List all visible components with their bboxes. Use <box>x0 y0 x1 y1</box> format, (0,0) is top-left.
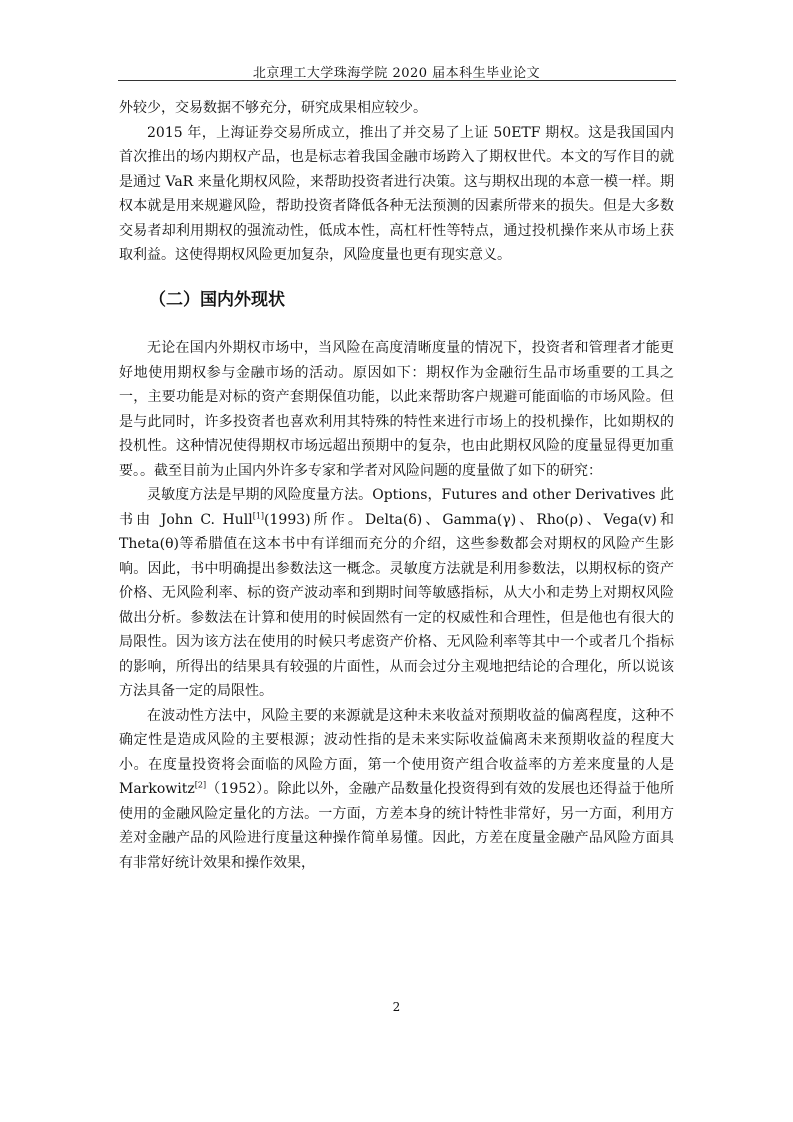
paragraph-sensitivity-method <box>119 483 674 704</box>
paragraph-text: 灵敏度方法是早期的风险度量方法。Options，Futures and other Derivatives 此书由 John C. Hull <box>119 487 674 528</box>
citation-ref[interactable]: [1] <box>252 510 265 520</box>
paragraph-sse-50etf: 2015 年，上海证券交易所成立，推出了并交易了上证 50ETF 期权。这是我国国内首次推出的场内期权产品，也是标志着我国金融市场跨入了期权世代。本文的写作目的就是通过 VaR 来量化期权风险，来帮助投资者进行决策。这与期权出现的本意一模一样。期权本就是用来规避风险，帮助投资者降低各种无法预测的因素所带来的损失。但是大多数交易者却利用期权的强流动性，低成本性，高杠杆性等特点，通过投机操作来从市场上获取利益。这使得期权风险更加复杂，风险度量也更有现实意义。 <box>119 124 674 263</box>
citation-ref[interactable]: [2] <box>194 780 207 790</box>
paragraph-volatility-method <box>119 704 674 876</box>
header-rule <box>118 80 676 81</box>
running-header: 北京理工大学珠海学院 2020 届本科生毕业论文 <box>252 66 541 81</box>
paragraph-text: 在波动性方法中，风险主要的来源就是这种未来收益对预期收益的偏离程度，这种不确定性是造成风险的主要根源；波动性指的是未来实际收益偏离未来预期收益的程度大小。在度量投资将会面临的风险方面，第一个使用资产组合收益率的方差来度量的人是 Markowitz <box>119 707 674 797</box>
section-heading: （二）国内外现状 <box>149 289 285 310</box>
paragraph-continuation: 外较少，交易数据不够充分，研究成果相应较少。 <box>119 100 427 116</box>
paragraph-text: (1993)所作。Delta(δ)、Gamma(γ)、Rho(ρ)、Vega(v)和 Theta(θ)等希腊值在这本书中有详细而充分的介绍，这些参数都会对期权的风险产生影响。因此，书中明确提出参数法这一概念。灵敏度方法就是利用参数法，以期权标的资产价格、无风险利率、标的资产波动率和到期时间等敏感指标，从大小和走势上对期权风险做出分析。参数法在计算和使用的时候固然有一定的权威性和合理性，但是他也有很大的局限性。因为该方法在使用的时候只考虑资产价格、无风险利率等其中一个或者几个指标的影响，所得出的结果具有较强的片面性，从而会过分主观地把结论的合理化，所以说该方法具备一定的局限性。 <box>119 511 674 699</box>
paragraph-domestic-foreign: 无论在国内外期权市场中，当风险在高度清晰度量的情况下，投资者和管理者才能更好地使用期权参与金融市场的活动。原因如下：期权作为金融衍生品市场重要的工具之一，主要功能是对标的资产套期保值功能，以此来帮助客户规避可能面临的市场风险。但是与此同时，许多投资者也喜欢利用其特殊的特性来进行市场上的投机操作，比如期权的投机性。这种情况使得期权市场远超出预期中的复杂，也由此期权风险的度量显得更加重要。。截至目前为止国内外许多专家和学者对风险问题的度量做了如下的研究： <box>119 340 674 479</box>
page-number: 2 <box>392 1000 401 1014</box>
body-text <box>119 96 674 875</box>
paragraph-text: （1952）。除此以外，金融产品数量化投资得到有效的发展也还得益于他所使用的金融风险定量化的方法。一方面，方差本身的统计特性非常好，另一方面，利用方差对金融产品的风险进行度量这种操作简单易懂。因此，方差在度量金融产品风险方面具有非常好统计效果和操作效果， <box>119 781 674 871</box>
